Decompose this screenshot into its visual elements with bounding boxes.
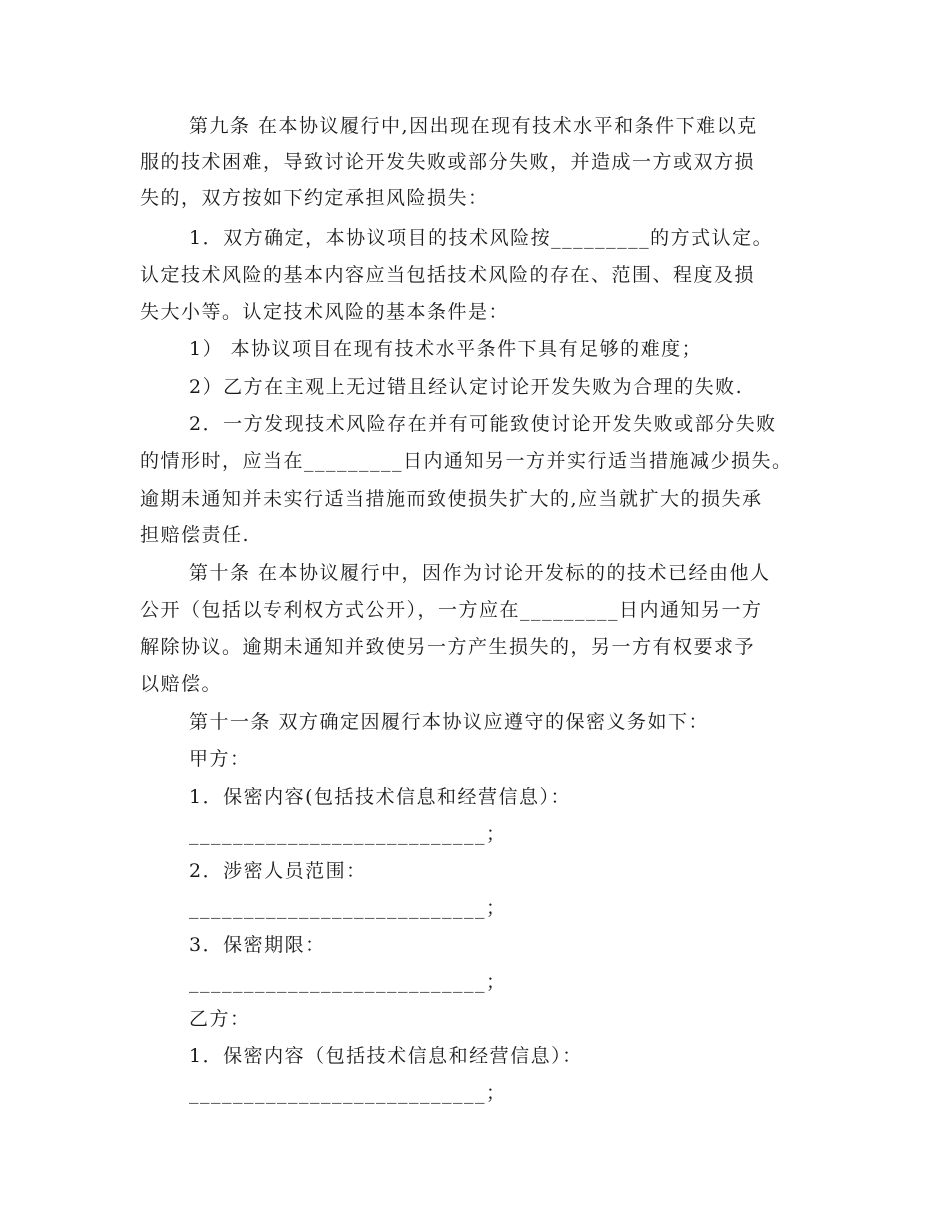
paragraph-line: 失的，双方按如下约定承担风险损失： [140,187,489,209]
blank-fill-line: ___________________________； [189,897,507,919]
paragraph-line: 第十一条 双方确定因履行本协议应遵守的保密义务如下： [189,711,710,733]
paragraph-line: 2．涉密人员范围： [189,860,367,882]
paragraph-line: 乙方： [189,1008,251,1030]
paragraph-line: 甲方： [189,748,251,770]
paragraph-line: 1．保密内容(包括技术信息和经营信息）： [189,786,572,808]
paragraph-line: 公开（包括以专利权方式公开），一方应在_________日内通知另一方 [140,599,763,621]
paragraph-line: 第十条 在本协议履行中，因作为讨论开发标的的技术已经由他人 [189,562,771,584]
blank-fill-line: ___________________________； [189,1082,507,1104]
paragraph-line: 担赔偿责任. [140,524,251,546]
paragraph-line: 2）乙方在主观上无过错且经认定讨论开发失败为合理的失败. [189,376,744,398]
blank-fill-line: ___________________________； [189,823,507,845]
paragraph-line: 1） 本协议项目在现有技术水平条件下具有足够的难度； [189,338,703,360]
paragraph-line: 1．双方确定，本协议项目的技术风险按_________的方式认定。 [189,227,774,249]
paragraph-line: 3．保密期限： [189,934,326,956]
paragraph-line: 第九条 在本协议履行中,因出现在现有技术水平和条件下难以克 [189,115,758,137]
paragraph-line: 1．保密内容（包括技术信息和经营信息）： [189,1045,583,1067]
paragraph-line: 以赔偿。 [140,673,223,695]
paragraph-line: 服的技术困难，导致讨论开发失败或部分失败，并造成一方或双方损 [140,151,756,173]
blank-fill-line: ___________________________； [189,971,507,993]
paragraph-line: 逾期未通知并未实行适当措施而致使损失扩大的,应当就扩大的损失承 [140,488,763,510]
paragraph-line: 失大小等。认定技术风险的基本条件是： [140,301,510,323]
paragraph-line: 解除协议。逾期未通知并致使另一方产生损失的，另一方有权要求予 [140,636,756,658]
paragraph-line: 的情形时，应当在_________日内通知另一方并实行适当措施减少损失。 [140,450,793,472]
paragraph-line: 认定技术风险的基本内容应当包括技术风险的存在、范围、程度及损 [140,264,756,286]
paragraph-line: 2．一方发现技术风险存在并有可能致使讨论开发失败或部分失败 [189,413,777,435]
